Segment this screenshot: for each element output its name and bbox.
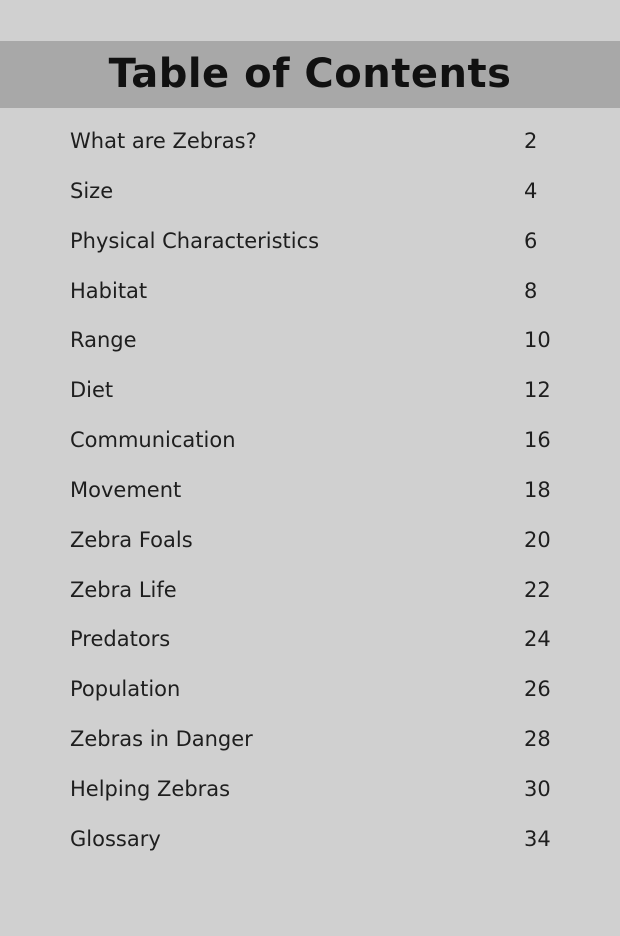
toc-entry-zebra-life [0,566,620,616]
toc-entry-page-number: 24 [524,627,551,652]
toc-entry-label: Diet [70,378,114,403]
toc-entry-page-number: 2 [524,129,538,153]
page-title: Table of Contents [108,51,512,97]
toc-entry-label: Physical Characteristics [70,228,320,253]
toc-entry-label: Glossary [70,826,161,851]
toc-entry-label: Zebras in Danger [70,727,253,752]
toc-entry-movement [0,466,620,516]
toc-entry-label: Size [70,178,114,203]
toc-entry-label: Population [70,677,181,702]
toc-entry-zebra-foals [0,516,620,566]
toc-entry-label: Zebra Foals [70,527,193,552]
toc-entry-label: Habitat [70,278,148,303]
toc-entry-label: Predators [70,627,171,652]
toc-entry-helping-zebras [0,765,620,815]
toc-entry-page-number: 30 [524,776,551,801]
toc-entry-label: Communication [70,428,236,453]
toc-entry-habitat [0,267,620,317]
toc-entry-label: What are Zebras? [70,129,257,153]
toc-entry-page-number: 4 [524,178,538,203]
toc-entry-label: Range [70,328,137,353]
toc-entry-predators [0,615,620,665]
toc-entry-page-number: 26 [524,677,551,702]
toc-entry-page-number: 18 [524,477,551,502]
toc-entry-page-number: 6 [524,228,538,253]
toc-entry-range [0,316,620,366]
toc-entry-label: Helping Zebras [70,776,231,801]
toc-entry-zebras-in-danger [0,715,620,765]
title-band [0,41,620,108]
toc-entry-communication [0,416,620,466]
toc-entry-page-number: 28 [524,727,551,752]
toc-entry-label: Movement [70,477,182,502]
table-of-contents [0,117,620,865]
toc-entry-page-number: 8 [524,278,538,303]
toc-entry-diet [0,366,620,416]
toc-entry-what-are-zebras [0,117,620,167]
toc-entry-page-number: 34 [524,826,551,851]
toc-entry-physical-characteristics [0,217,620,267]
toc-entry-label: Zebra Life [70,577,177,602]
toc-entry-page-number: 12 [524,378,551,403]
toc-entry-page-number: 16 [524,428,551,453]
toc-entry-page-number: 20 [524,527,551,552]
toc-entry-population [0,665,620,715]
toc-entry-page-number: 10 [524,328,551,353]
toc-entry-glossary [0,815,620,865]
toc-entry-page-number: 22 [524,577,551,602]
toc-entry-size [0,167,620,217]
